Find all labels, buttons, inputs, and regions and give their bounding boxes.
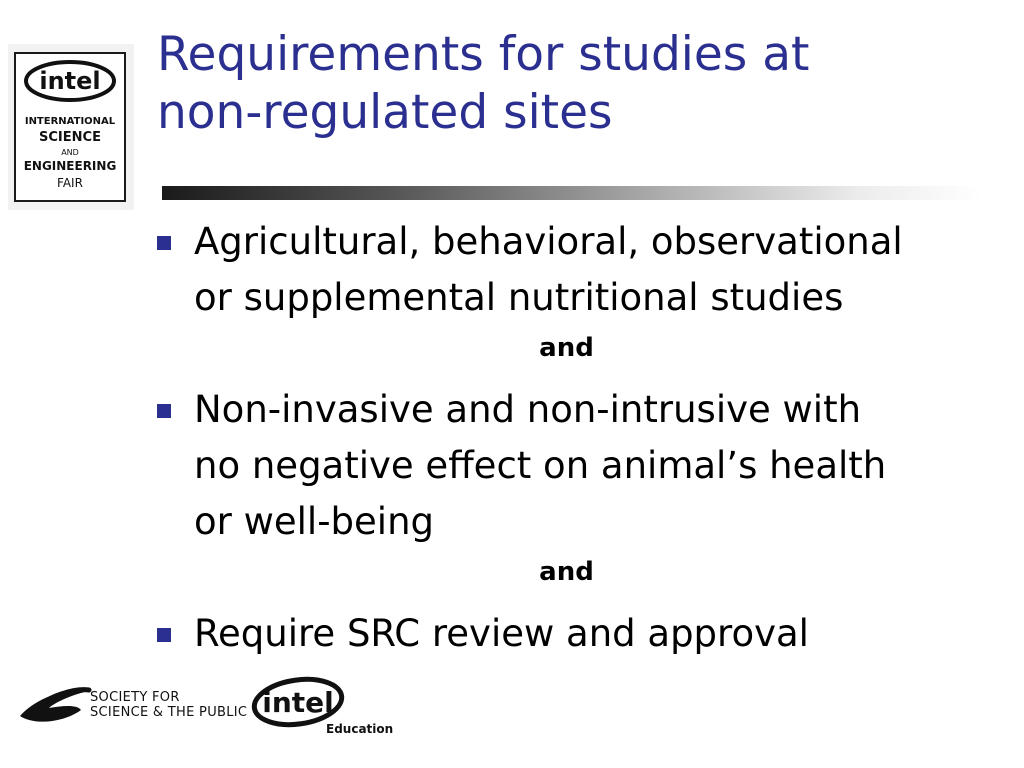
- isef-line-international: INTERNATIONAL: [24, 116, 116, 127]
- isef-logo: [8, 44, 134, 210]
- sfsp-line-2: SCIENCE & THE PUBLIC: [90, 705, 248, 720]
- bullet-square-icon: [157, 236, 171, 250]
- isef-logo-panel: [14, 52, 126, 202]
- isef-line-engineering: ENGINEERING: [23, 159, 117, 173]
- intel-logo-icon: [20, 58, 120, 104]
- isef-line-fair: FAIR: [57, 176, 83, 190]
- isef-line-science: SCIENCE: [39, 130, 101, 145]
- bullet-item-2: [194, 382, 984, 550]
- bullet-1-line-1: Agricultural, behavioral, observational: [194, 220, 903, 263]
- slide-title: [157, 26, 997, 142]
- sfsp-line-1: SOCIETY FOR: [90, 690, 180, 705]
- bullet-3-line-1: Require SRC review and approval: [194, 612, 809, 655]
- connector-and-2: and: [539, 557, 594, 587]
- bullet-2-line-3: or well-being: [194, 500, 435, 543]
- isef-line-and: AND: [61, 148, 79, 157]
- slide-title-line-2: non-regulated sites: [157, 85, 613, 140]
- bullet-square-icon: [157, 404, 171, 418]
- bullet-item-1: [194, 214, 984, 326]
- slide-title-line-1: Requirements for studies at: [157, 27, 810, 82]
- footer-intel-wordmark: intel: [262, 686, 334, 719]
- bullet-item-3: [194, 606, 984, 662]
- sfsp-wordmark: [90, 690, 247, 720]
- isef-intel-wordmark: intel: [39, 67, 101, 95]
- bullet-2-line-2: no negative effect on animal’s health: [194, 444, 887, 487]
- bullet-square-icon: [157, 628, 171, 642]
- bullet-1-line-2: or supplemental nutritional studies: [194, 276, 844, 319]
- education-label: Education: [326, 722, 394, 736]
- title-gradient-divider: [162, 186, 982, 200]
- bullet-2-line-1: Non-invasive and non-intrusive with: [194, 388, 862, 431]
- connector-and-1: and: [539, 333, 594, 363]
